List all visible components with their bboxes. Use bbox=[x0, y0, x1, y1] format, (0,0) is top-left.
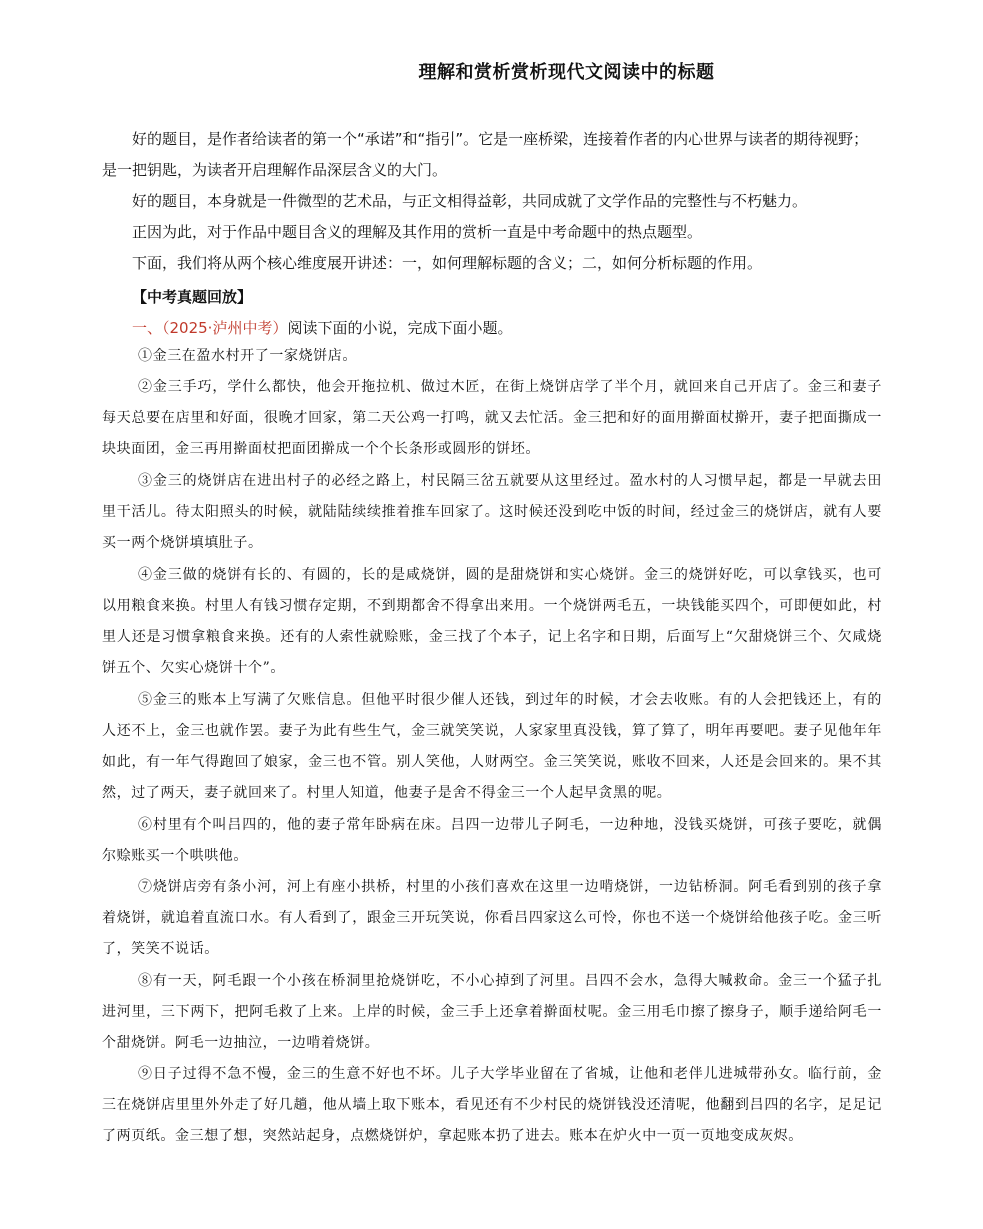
question-text: 阅读下面的小说，完成下面小题。 bbox=[287, 319, 513, 337]
intro-paragraph-2: 好的题目，本身就是一件微型的艺术品，与正文相得益彰，共同成就了文学作品的完整性与不朽魅力。 bbox=[132, 192, 808, 210]
story-paragraph-7: ⑦烧饼店旁有条小河，河上有座小拱桥，村里的小孩们喜欢在这里一边啃烧饼，一边钻桥洞。阿毛看到别的孩子拿着烧饼，就追着直流口水。有人看到了，跟金三开玩笑说，你看吕四家这么可怜，你也不送一个烧饼给他孩子吃。金三听了，笑笑不说话。 bbox=[102, 879, 882, 957]
page-title: 理解和赏析赏析现代文阅读中的标题 bbox=[418, 62, 715, 83]
story-paragraph-8: ⑧有一天，阿毛跟一个小孩在桥洞里抢烧饼吃，不小心掉到了河里。吕四不会水，急得大喊救命。金三一个猛子扎进河里，三下两下，把阿毛救了上来。上岸的时候，金三手上还拿着擀面杖呢。金三用毛巾擦了擦身子，顺手递给阿毛一个甜烧饼。阿毛一边抽泣，一边啃着烧饼。 bbox=[102, 973, 882, 1051]
intro-paragraph-1: 好的题目，是作者给读者的第一个“承诺”和“指引”。它是一座桥梁，连接着作者的内心世界与读者的期待视野；是一把钥匙，为读者开启理解作品深层含义的大门。 bbox=[102, 130, 869, 179]
story-paragraph-3: ③金三的烧饼店在进出村子的必经之路上，村民隔三岔五就要从这里经过。盈水村的人习惯早起，都是一早就去田里干活儿。待太阳照头的时候，就陆陆续续推着推车回家了。这时候还没到吃中饭的时间，经过金三的烧饼店，就有人要买一两个烧饼填填肚子。 bbox=[102, 473, 882, 551]
story-paragraph-5: ⑤金三的账本上写满了欠账信息。但他平时很少催人还钱，到过年的时候，才会去收账。有的人会把钱还上，有的人还不上，金三也就作罢。妻子为此有些生气，金三就笑笑说，人家家里真没钱，算了算了，明年再要吧。妻子见他年年如此，有一年气得跑回了娘家，金三也不管。别人笑他，人财两空。金三笑笑说，账收不回来，人还是会回来的。果不其然，过了两天，妻子就回来了。村里人知道，他妻子是舍不得金三一个人起早贪黑的呢。 bbox=[102, 692, 882, 801]
intro-paragraph-3: 正因为此，对于作品中题目含义的理解及其作用的赏析一直是中考命题中的热点题型。 bbox=[132, 223, 703, 241]
story-paragraph-2: ②金三手巧，学什么都快，他会开拖拉机、做过木匠，在街上烧饼店学了半个月，就回来自己开店了。金三和妻子每天总要在店里和好面，很晚才回家，第二天公鸡一打鸣，就又去忙活。金三把和好的面用擀面杖擀开，妻子把面撕成一块块面团，金三再用擀面杖把面团擀成一个个长条形或圆形的饼坯。 bbox=[102, 379, 882, 457]
story-paragraph-6: ⑥村里有个叫吕四的，他的妻子常年卧病在床。吕四一边带儿子阿毛，一边种地，没钱买烧饼，可孩子要吃，就偶尔赊账买一个哄哄他。 bbox=[102, 817, 882, 864]
intro-paragraph-4: 下面，我们将从两个核心维度展开讲述：一，如何理解标题的含义；二，如何分析标题的作用。 bbox=[132, 254, 763, 272]
story-paragraph-4: ④金三做的烧饼有长的、有圆的，长的是咸烧饼，圆的是甜烧饼和实心烧饼。金三的烧饼好吃，可以拿钱买，也可以用粮食来换。村里人有钱习惯存定期，不到期都舍不得拿出来用。一个烧饼两毛五，一块钱能买四个，可即便如此，村里人还是习惯拿粮食来换。还有的人索性就赊账，金三找了个本子，记上名字和日期，后面写上“欠甜烧饼三个、欠咸烧饼五个、欠实心烧饼十个”。 bbox=[102, 567, 882, 676]
section-heading: 【中考真题回放】 bbox=[132, 288, 253, 306]
question-line bbox=[132, 317, 512, 338]
story-paragraph-9: ⑨日子过得不急不慢，金三的生意不好也不坏。儿子大学毕业留在了省城，让他和老伴儿进城带孙女。临行前，金三在烧饼店里里外外走了好几趟，他从墙上取下账本，看见还有不少村民的烧饼钱没还清呢，他翻到吕四的名字，足足记了两页纸。金三想了想，突然站起身，点燃烧饼炉，拿起账本扔了进去。账本在炉火中一页一页地变成灰烬。 bbox=[102, 1066, 882, 1144]
story-paragraph-1: ①金三在盈水村开了一家烧饼店。 bbox=[138, 348, 357, 364]
question-source: 一、（2025·泸州中考） bbox=[132, 319, 288, 337]
